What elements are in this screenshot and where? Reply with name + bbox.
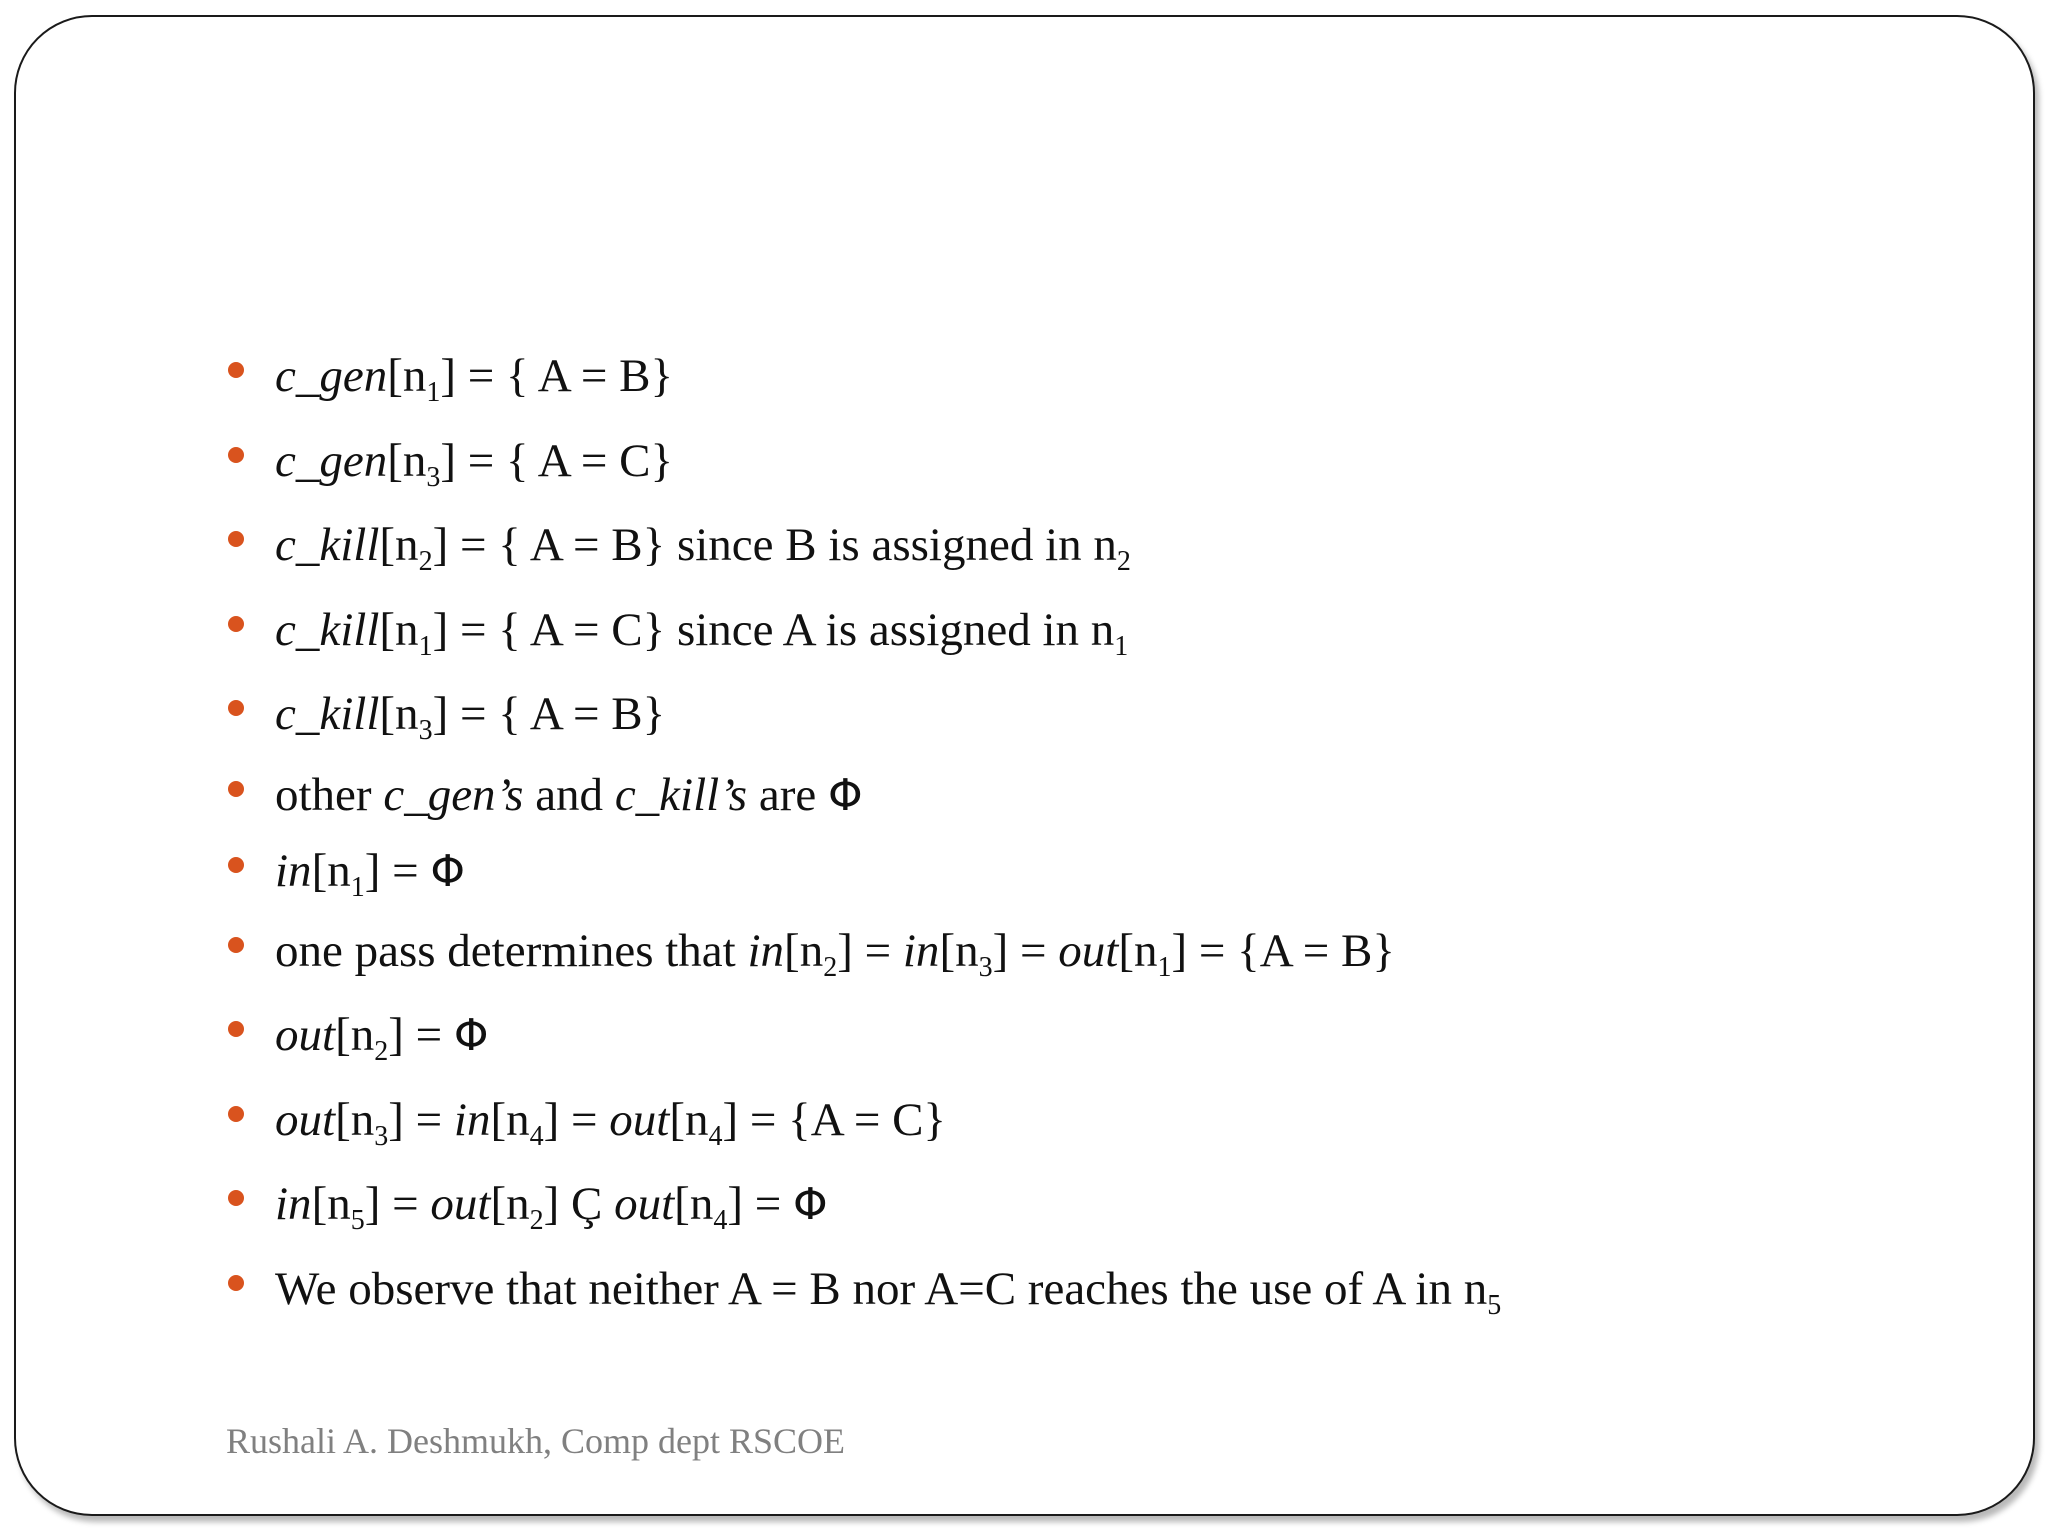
bullet-text [275, 603, 1129, 662]
text-segment: ] = [727, 1178, 793, 1230]
bullet-item [228, 672, 1501, 757]
text-segment: ] = { A = C} [440, 434, 674, 487]
italic-term: out [275, 1093, 336, 1146]
text-segment: [n [1118, 924, 1158, 977]
text-segment: [n [379, 519, 419, 571]
text-segment: [n [490, 1093, 530, 1146]
text-segment: ] = { A = B} since B is assigned in n [432, 519, 1117, 571]
text-segment: [n [379, 603, 419, 656]
text-segment: We observe that neither A = B nor A=C reaches the use of A in n [275, 1262, 1488, 1315]
bullet-item [228, 1078, 1501, 1163]
bullet-list [228, 334, 1501, 1331]
subscript: 3 [978, 951, 993, 983]
bullet-text [275, 844, 466, 903]
italic-term: c_kill [275, 519, 380, 571]
text-segment: are [747, 768, 828, 821]
italic-term: out [275, 1009, 336, 1061]
italic-term: c_gen [275, 434, 388, 487]
text-segment: [n [784, 924, 824, 977]
subscript: 3 [426, 461, 441, 493]
bullet-item [228, 757, 1501, 833]
italic-term: out [1058, 924, 1119, 977]
bullet-dot-icon [228, 857, 244, 873]
text-segment: ] = [543, 1093, 610, 1146]
text-segment: other [275, 768, 384, 821]
text-segment: ] = [388, 1093, 454, 1146]
bullet-item [228, 993, 1501, 1078]
phi-symbol: Φ [430, 845, 466, 897]
text-segment: ] Ç [543, 1178, 615, 1230]
text-segment: [n [490, 1178, 530, 1230]
bullet-dot-icon [228, 1275, 244, 1291]
text-segment: [n [379, 688, 419, 740]
italic-term: c_gen [275, 350, 388, 402]
italic-term: c_kill’s [614, 768, 748, 821]
bullet-text [275, 1009, 489, 1067]
italic-term: in [747, 924, 785, 977]
bullet-text [275, 1178, 828, 1236]
bullet-dot-icon [228, 700, 244, 716]
italic-term: c_gen’s [383, 768, 524, 821]
subscript: 1 [1157, 951, 1172, 983]
subscript: 2 [1116, 546, 1131, 577]
italic-term: out [430, 1178, 491, 1230]
subscript: 4 [708, 1120, 723, 1152]
subscript: 2 [374, 1036, 389, 1067]
bullet-text [275, 1262, 1502, 1321]
subscript: 4 [713, 1205, 728, 1236]
text-segment: ] = [364, 1178, 431, 1230]
text-segment: [n [674, 1178, 714, 1230]
italic-term: in [275, 1178, 312, 1230]
bullet-dot-icon [228, 362, 244, 378]
text-segment: [n [387, 434, 427, 487]
slide-footer: Rushali A. Deshmukh, Comp dept RSCOE [226, 1421, 846, 1461]
phi-symbol: Φ [453, 1010, 489, 1061]
subscript: 1 [1114, 630, 1129, 662]
bullet-dot-icon [228, 1021, 244, 1037]
bullet-item [228, 1247, 1501, 1332]
italic-term: out [609, 1093, 670, 1146]
subscript: 5 [1487, 1289, 1502, 1321]
bullet-text [275, 769, 863, 821]
bullet-text [275, 434, 674, 493]
bullet-text [275, 519, 1131, 577]
bullet-text [275, 350, 674, 408]
bullet-dot-icon [228, 1190, 244, 1206]
bullet-dot-icon [228, 531, 244, 547]
text-segment: ] = [388, 1009, 454, 1061]
text-segment: ] = { A = C} since A is assigned in n [432, 603, 1115, 656]
subscript: 2 [418, 546, 433, 577]
text-segment: [n [939, 924, 979, 977]
italic-term: in [902, 924, 940, 977]
text-segment: ] = [992, 924, 1059, 977]
text-segment: and [523, 768, 615, 821]
text-segment: [n [669, 1093, 709, 1146]
subscript: 2 [823, 951, 838, 983]
bullet-item [228, 419, 1501, 504]
italic-term: out [614, 1178, 675, 1230]
subscript: 3 [374, 1120, 389, 1152]
text-segment: ] = [364, 844, 431, 897]
italic-term: c_kill [275, 688, 380, 740]
italic-term: in [275, 844, 312, 897]
phi-symbol: Φ [793, 1179, 828, 1230]
bullet-item [228, 909, 1501, 994]
subscript: 1 [426, 377, 441, 408]
bullet-text [275, 1093, 946, 1152]
subscript: 1 [418, 630, 433, 662]
bullet-item [228, 588, 1501, 673]
phi-symbol: Φ [827, 769, 863, 821]
text-segment: [n [387, 350, 427, 402]
bullet-dot-icon [228, 1106, 244, 1122]
text-segment: [n [311, 844, 351, 897]
text-segment: ] = { A = B} [440, 350, 674, 402]
bullet-text [275, 924, 1395, 983]
bullet-item [228, 334, 1501, 419]
subscript: 1 [350, 871, 365, 903]
bullet-dot-icon [228, 937, 244, 953]
text-segment: ] = {A = B} [1171, 924, 1395, 977]
text-segment: [n [311, 1178, 351, 1230]
bullet-dot-icon [228, 616, 244, 632]
subscript: 5 [350, 1205, 365, 1236]
bullet-dot-icon [228, 781, 244, 797]
text-segment: [n [335, 1009, 375, 1061]
bullet-item [228, 503, 1501, 588]
italic-term: in [453, 1093, 491, 1146]
italic-term: c_kill [275, 603, 380, 656]
subscript: 4 [529, 1120, 544, 1152]
bullet-item [228, 1162, 1501, 1247]
text-segment: one pass determines that [275, 924, 748, 977]
text-segment: ] = {A = C} [722, 1093, 946, 1146]
text-segment: [n [335, 1093, 375, 1146]
text-segment: ] = [837, 924, 903, 977]
bullet-text [275, 688, 666, 746]
subscript: 2 [529, 1205, 544, 1236]
bullet-dot-icon [228, 447, 244, 463]
text-segment: ] = { A = B} [432, 688, 666, 740]
subscript: 3 [418, 715, 433, 746]
bullet-item [228, 833, 1501, 909]
